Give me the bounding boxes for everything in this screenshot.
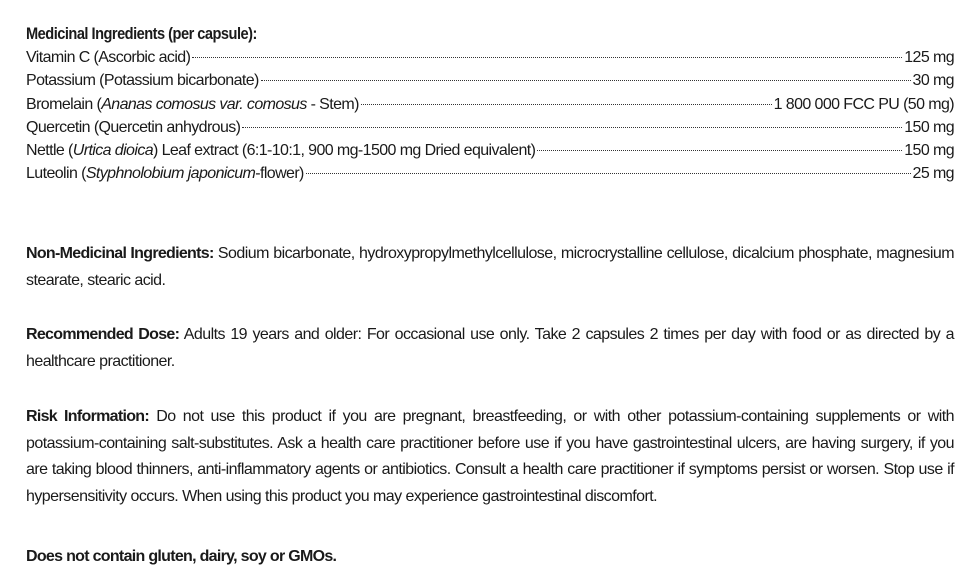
allergen-statement-text: Does not contain gluten, dairy, soy or GMOs.: [26, 548, 337, 565]
ingredient-amount: 25 mg: [912, 165, 954, 183]
ingredient-name: Potassium (Potassium bicarbonate): [26, 72, 259, 90]
recommended-dose: [26, 322, 954, 375]
medicinal-ingredients-heading: Medicinal Ingredients (per capsule):: [26, 24, 257, 43]
dot-leader: [306, 173, 911, 174]
ingredient-row: [26, 93, 954, 116]
ingredient-amount: 150 mg: [904, 118, 954, 136]
ingredient-row: [26, 162, 954, 185]
ingredient-row: [26, 69, 954, 92]
ingredient-amount: 125 mg: [904, 49, 954, 66]
dot-leader: [537, 150, 902, 151]
recommended-dose-text: Adults 19 years and older: For occasional use only. Take 2 capsules 2 times per day with food or as directed by a healthcare practitioner.: [26, 326, 954, 370]
dot-leader: [242, 127, 902, 128]
ingredient-row: [26, 116, 954, 139]
non-medicinal-ingredients: [26, 241, 954, 294]
ingredient-amount: 30 mg: [912, 72, 954, 90]
dot-leader: [192, 57, 902, 58]
risk-information-text: Do not use this product if you are pregnant, breastfeeding, or with other potassium-containing supplements or with potassium-containing salt-substitutes. Ask a health care practitioner before use if you have gastrointestinal ulcers, are having surgery, if you are taking blood thinners, anti-inflammatory agents or antibiotics. Consult a health care practitioner if symptoms persist or worsen. Stop use if hypersensitivity occurs. When using this product you may experience gastrointestinal discomfort.: [26, 408, 954, 505]
dot-leader: [261, 80, 911, 81]
ingredient-amount: 1 800 000 FCC PU (50 mg): [773, 95, 954, 113]
recommended-dose-label: Recommended Dose:: [26, 326, 180, 343]
ingredient-amount: 150 mg: [904, 142, 954, 160]
allergen-statement: [26, 544, 954, 571]
ingredient-name: Nettle (Urtica dioica) Leaf extract (6:1-10:1, 900 mg-1500 mg Dried equivalent): [26, 142, 536, 160]
non-medicinal-text: Sodium bicarbonate, hydroxypropylmethylcellulose, microcrystalline cellulose, dicalcium phosphate, magnesium stearate, stearic acid.: [26, 245, 954, 289]
ingredient-name: Bromelain (Ananas comosus var. comosus - Stem): [26, 95, 359, 113]
risk-information-label: Risk Information:: [26, 408, 149, 425]
medicinal-ingredients-list: [26, 46, 954, 186]
ingredient-row: [26, 46, 954, 69]
ingredient-row: [26, 139, 954, 162]
non-medicinal-label: Non-Medicinal Ingredients:: [26, 245, 214, 262]
dot-leader: [361, 104, 772, 105]
ingredient-name: Vitamin C (Ascorbic acid): [26, 49, 191, 66]
ingredient-name: Quercetin (Quercetin anhydrous): [26, 118, 241, 136]
ingredient-name: Luteolin (Styphnolobium japonicum-flower): [26, 165, 304, 183]
risk-information: [26, 404, 954, 510]
